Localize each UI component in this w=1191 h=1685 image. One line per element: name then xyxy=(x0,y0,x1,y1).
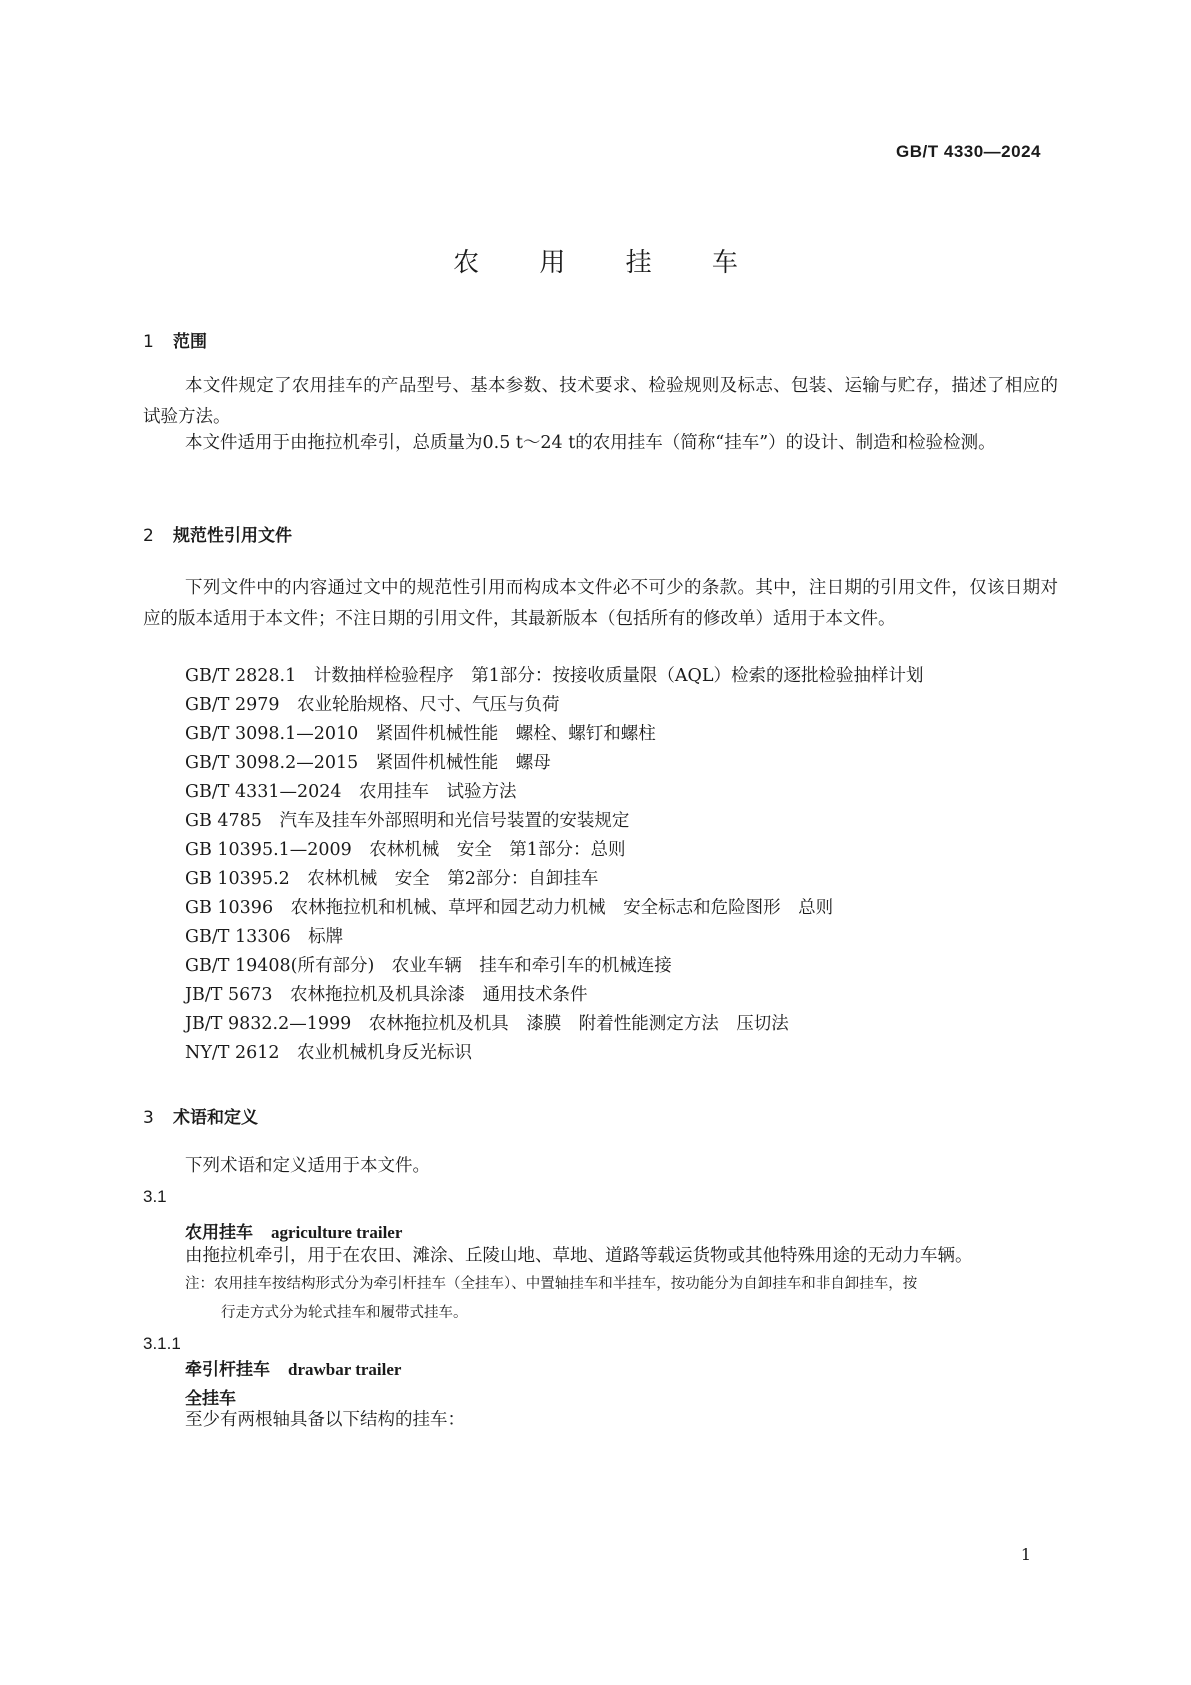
standard-code: GB/T 4330—2024 xyxy=(896,142,1041,161)
section-heading-normative-references xyxy=(143,521,292,546)
reference-item: GB/T 3098.2—2015 紧固件机械性能 螺母 xyxy=(185,753,551,773)
reference-item: GB 10395.1—2009 农林机械 安全 第1部分：总则 xyxy=(185,840,626,860)
scope-paragraph-2: 本文件适用于由拖拉机牵引，总质量为0.5 t～24 t的农用挂车（简称“挂车”）的设计、制造和检验检测。 xyxy=(185,433,996,453)
term-zh: 农用挂车 xyxy=(185,1223,253,1243)
section-number: 2 xyxy=(143,526,154,546)
term-number: 3.1.1 xyxy=(143,1334,181,1353)
reference-item: GB/T 2979 农业轮胎规格、尺寸、气压与负荷 xyxy=(185,695,560,715)
reference-item: GB/T 3098.1—2010 紧固件机械性能 螺栓、螺钉和螺柱 xyxy=(185,724,656,744)
section-title: 术语和定义 xyxy=(173,1108,258,1128)
document-title: 农 用 挂 车 xyxy=(453,248,764,278)
term-definition: 由拖拉机牵引，用于在农田、滩涂、丘陵山地、草地、道路等载运货物或其他特殊用途的无动力车辆。 xyxy=(185,1246,973,1266)
term-definition: 至少有两根轴具备以下结构的挂车： xyxy=(185,1410,465,1430)
term-en: agriculture trailer xyxy=(271,1223,403,1242)
section-title: 范围 xyxy=(173,332,207,352)
page-number: 1 xyxy=(1020,1545,1031,1564)
reference-item: JB/T 5673 农林拖拉机及机具涂漆 通用技术条件 xyxy=(185,985,588,1005)
section-title: 规范性引用文件 xyxy=(173,526,292,546)
reference-item: GB/T 13306 标牌 xyxy=(185,927,344,947)
reference-item: NY/T 2612 农业机械机身反光标识 xyxy=(185,1043,473,1063)
scope-paragraph-1: 本文件规定了农用挂车的产品型号、基本参数、技术要求、检验规则及标志、包装、运输与贮存，描述了相应的试验方法。 xyxy=(143,376,1058,427)
term-heading xyxy=(185,1218,402,1243)
note-line-2: 行走方式分为轮式挂车和履带式挂车。 xyxy=(221,1305,468,1321)
note-line-1: 注：农用挂车按结构形式分为牵引杆挂车（全挂车）、中置轴挂车和半挂车，按功能分为自卸挂车和非自卸挂车，按 xyxy=(185,1276,918,1292)
section-number: 1 xyxy=(143,332,154,352)
term-number: 3.1 xyxy=(143,1187,167,1206)
reference-item: GB 10396 农林拖拉机和机械、草坪和园艺动力机械 安全标志和危险图形 总则 xyxy=(185,898,834,918)
term-heading xyxy=(185,1355,401,1380)
reference-item: GB/T 19408(所有部分) 农业车辆 挂车和牵引车的机械连接 xyxy=(185,956,672,976)
terms-intro: 下列术语和定义适用于本文件。 xyxy=(185,1156,430,1176)
reference-item: GB/T 4331—2024 农用挂车 试验方法 xyxy=(185,782,517,802)
section-number: 3 xyxy=(143,1108,154,1128)
section-heading-terms xyxy=(143,1103,258,1128)
section-heading-scope xyxy=(143,327,207,352)
term-zh: 牵引杆挂车 xyxy=(185,1360,270,1380)
reference-item: JB/T 9832.2—1999 农林拖拉机及机具 漆膜 附着性能测定方法 压切法 xyxy=(185,1014,789,1034)
reference-item: GB 4785 汽车及挂车外部照明和光信号装置的安装规定 xyxy=(185,811,630,831)
reference-item: GB/T 2828.1 计数抽样检验程序 第1部分：按接收质量限（AQL）检索的逐批检验抽样计划 xyxy=(185,666,924,686)
term-alternate: 全挂车 xyxy=(185,1389,236,1409)
term-note xyxy=(185,1270,1058,1328)
normative-intro-paragraph: 下列文件中的内容通过文中的规范性引用而构成本文件必不可少的条款。其中，注日期的引用文件，仅该日期对应的版本适用于本文件；不注日期的引用文件，其最新版本（包括所有的修改单）适用于本文件。 xyxy=(143,578,1058,629)
term-en: drawbar trailer xyxy=(288,1360,402,1379)
reference-item: GB 10395.2 农林机械 安全 第2部分：自卸挂车 xyxy=(185,869,599,889)
